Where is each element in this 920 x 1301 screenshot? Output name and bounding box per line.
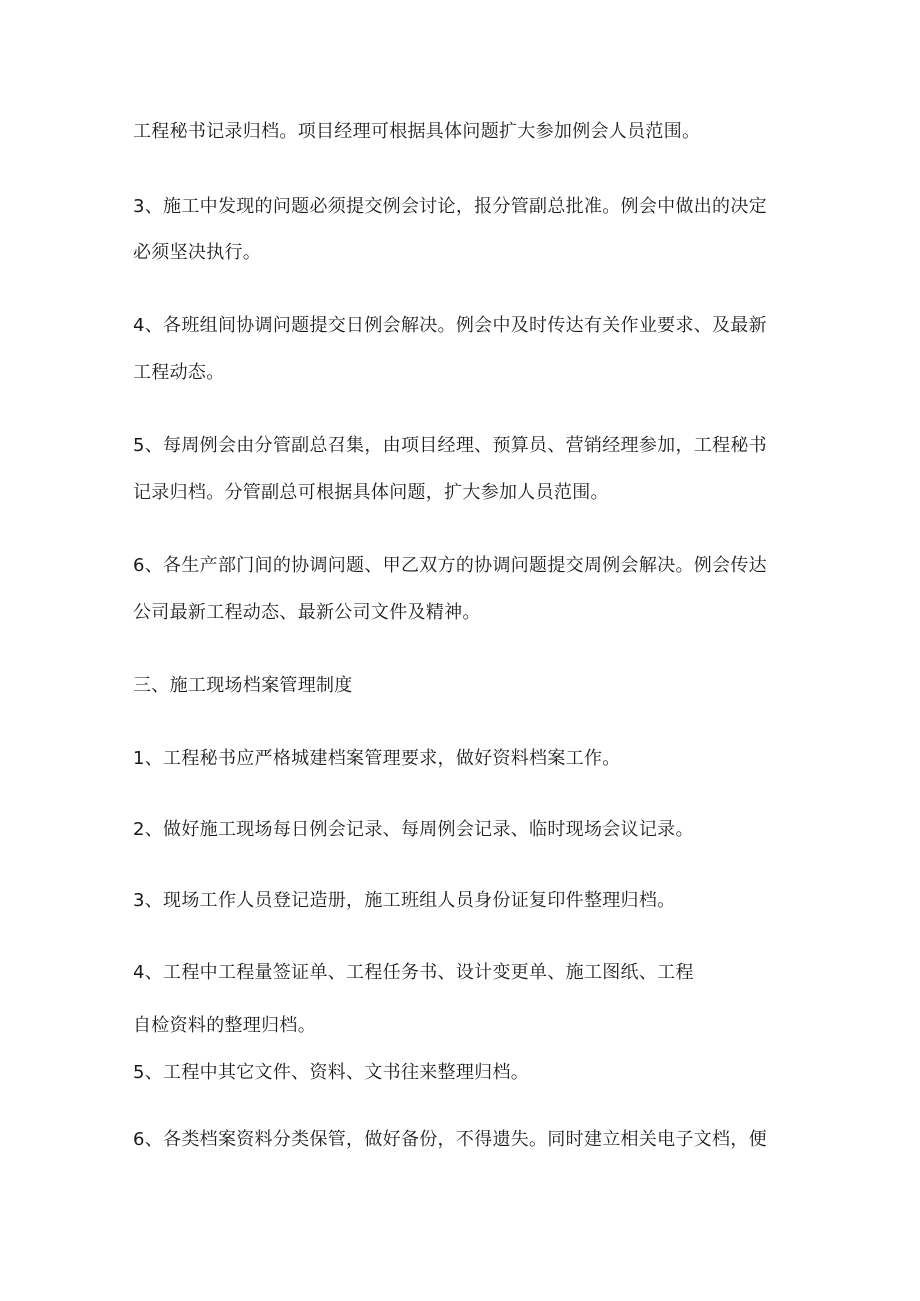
text-line: 3、施工中发现的问题必须提交例会讨论，报分管副总批准。例会中做出的决定 [133, 196, 767, 217]
text-line: 4、各班组间协调问题提交日例会解决。例会中及时传达有关作业要求、及最新 [133, 315, 767, 336]
text-line: 自检资料的整理归档。 [133, 1015, 316, 1036]
text-line: 5、工程中其它文件、资料、文书往来整理归档。 [133, 1062, 530, 1083]
section-heading: 三、施工现场档案管理制度 [133, 675, 353, 696]
text-line: 必须坚决执行。 [133, 242, 262, 263]
text-line: 记录归档。分管副总可根据具体问题，扩大参加人员范围。 [133, 482, 609, 503]
text-line: 3、现场工作人员登记造册，施工班组人员身份证复印件整理归档。 [133, 890, 676, 911]
text-line: 6、各类档案资料分类保管，做好备份，不得遗失。同时建立相关电子文档，便 [133, 1129, 767, 1150]
text-line: 公司最新工程动态、最新公司文件及精神。 [133, 602, 481, 623]
text-line: 4、工程中工程量签证单、工程任务书、设计变更单、施工图纸、工程 [133, 962, 694, 983]
text-line: 工程动态。 [133, 362, 225, 383]
text-line: 2、做好施工现场每日例会记录、每周例会记录、临时现场会议记录。 [133, 819, 694, 840]
text-line: 5、每周例会由分管副总召集，由项目经理、预算员、营销经理参加，工程秘书 [133, 435, 767, 456]
text-line: 1、工程秘书应严格城建档案管理要求，做好资料档案工作。 [133, 748, 621, 769]
text-line: 6、各生产部门间的协调问题、甲乙双方的协调问题提交周例会解决。例会传达 [133, 555, 767, 576]
text-line: 工程秘书记录归档。项目经理可根据具体问题扩大参加例会人员范围。 [133, 121, 701, 142]
